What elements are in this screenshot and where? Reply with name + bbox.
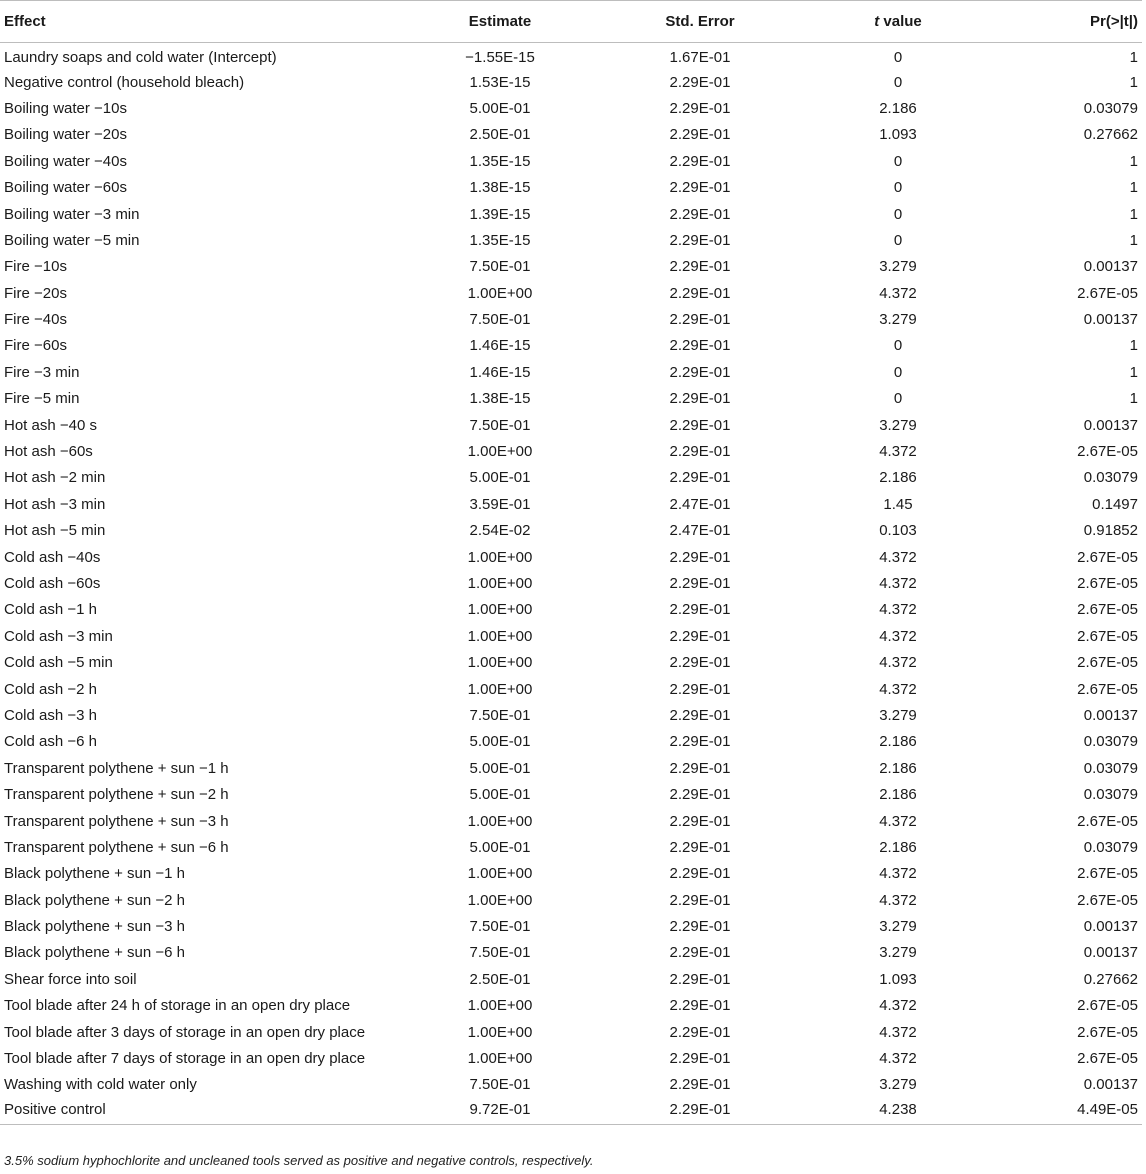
cell-effect: Boiling water −40s: [4, 152, 127, 170]
cell-std-error: 2.29E-01: [669, 284, 731, 302]
cell-effect: Boiling water −60s: [4, 179, 127, 197]
table-row: [0, 280, 1142, 306]
cell-estimate: 1.00E+00: [467, 601, 533, 619]
cell-effect: Transparent polythene + sun −3 h: [4, 812, 229, 830]
table-row: [0, 148, 1142, 174]
cell-t-value: 3.279: [879, 918, 917, 936]
header-estimate: Estimate: [400, 1, 600, 43]
cell-t-value: 4.372: [879, 1023, 917, 1041]
cell-pr: 0.27662: [1083, 126, 1138, 144]
cell-estimate: 1.46E-15: [469, 363, 531, 381]
cell-pr: 2.67E-05: [1077, 865, 1138, 883]
cell-std-error: 2.29E-01: [669, 944, 731, 962]
cell-effect: Hot ash −5 min: [4, 522, 106, 540]
table-row: [0, 781, 1142, 807]
cell-std-error: 2.29E-01: [669, 918, 731, 936]
cell-estimate: 2.50E-01: [469, 970, 531, 988]
cell-estimate: 1.00E+00: [467, 680, 533, 698]
cell-effect: Transparent polythene + sun −2 h: [4, 786, 229, 804]
table-row: [0, 597, 1142, 623]
cell-pr: 1: [1129, 231, 1138, 249]
cell-estimate: −1.55E-15: [465, 49, 535, 67]
cell-t-value: 0: [893, 390, 903, 408]
cell-std-error: 2.29E-01: [669, 1050, 731, 1068]
cell-pr: 0.91852: [1083, 522, 1138, 540]
cell-std-error: 2.29E-01: [600, 1098, 800, 1124]
cell-estimate: 7.50E-01: [469, 258, 531, 276]
cell-estimate: 2.50E-01: [469, 126, 531, 144]
table-row: [0, 333, 1142, 359]
cell-pr: 0.27662: [1083, 970, 1138, 988]
cell-pr: 1: [1129, 49, 1138, 67]
cell-effect: Shear force into soil: [4, 970, 137, 988]
cell-effect: Cold ash −2 h: [4, 680, 97, 698]
cell-pr: 2.67E-05: [1077, 891, 1138, 909]
cell-effect: Cold ash −5 min: [4, 654, 113, 672]
cell-t-value: 1.093: [879, 970, 917, 988]
header-effect: Effect: [0, 1, 400, 43]
cell-estimate: 7.50E-01: [469, 1076, 531, 1094]
cell-estimate: 7.50E-01: [469, 944, 531, 962]
cell-pr: 0.1497: [1092, 495, 1138, 513]
cell-effect: Black polythene + sun −3 h: [4, 918, 185, 936]
header-t-value: [800, 1, 996, 43]
cell-t-value: 4.372: [879, 997, 917, 1015]
cell-effect: Cold ash −3 h: [4, 706, 97, 724]
cell-effect: Hot ash −2 min: [4, 469, 106, 487]
cell-pr: 2.67E-05: [1077, 548, 1138, 566]
cell-effect: Tool blade after 7 days of storage in an open dry place: [4, 1050, 366, 1068]
cell-effect: Black polythene + sun −1 h: [4, 865, 185, 883]
header-t-value-text: value: [879, 13, 922, 30]
cell-estimate: 1.00E+00: [467, 865, 533, 883]
cell-estimate: 1.00E+00: [467, 654, 533, 672]
table-row: [0, 201, 1142, 227]
cell-estimate: 1.53E-15: [469, 73, 531, 91]
cell-effect: Boiling water −20s: [4, 126, 127, 144]
cell-std-error: 2.29E-01: [669, 548, 731, 566]
cell-std-error: 2.29E-01: [669, 575, 731, 592]
header-pr: Pr(>|t|): [996, 1, 1142, 43]
cell-std-error: 2.29E-01: [669, 469, 731, 487]
cell-std-error: 2.29E-01: [669, 680, 731, 698]
cell-std-error: 2.29E-01: [669, 126, 731, 144]
cell-std-error: 2.29E-01: [669, 759, 731, 777]
cell-t-value: 0: [893, 231, 903, 249]
cell-effect: Cold ash −60s: [4, 575, 101, 592]
cell-estimate: 1.00E+00: [467, 891, 533, 909]
header-row: [0, 1, 1142, 43]
cell-std-error: 2.29E-01: [669, 443, 731, 461]
cell-effect: Hot ash −3 min: [4, 495, 106, 513]
table-row: [0, 729, 1142, 755]
table-body: [0, 43, 1142, 1125]
table-row: [0, 1045, 1142, 1071]
cell-pr: 0.03079: [1083, 469, 1138, 487]
cell-t-value: 2.186: [879, 786, 917, 804]
cell-pr: 0.00137: [1083, 1076, 1138, 1094]
cell-pr: 0.00137: [1083, 311, 1138, 329]
cell-estimate: 1.00E+00: [467, 1023, 533, 1041]
cell-t-value: 4.238: [800, 1098, 996, 1124]
table-row: [0, 69, 1142, 95]
cell-effect: Boiling water −5 min: [4, 231, 140, 249]
cell-pr: 2.67E-05: [1077, 680, 1138, 698]
cell-effect: Fire −60s: [4, 337, 67, 355]
cell-t-value: 0: [893, 49, 903, 67]
cell-t-value: 3.279: [879, 944, 917, 962]
cell-std-error: 2.29E-01: [669, 337, 731, 355]
cell-pr: 2.67E-05: [1077, 601, 1138, 619]
cell-effect: Fire −5 min: [4, 390, 80, 408]
cell-estimate: 1.35E-15: [469, 231, 531, 249]
table-row: [0, 491, 1142, 517]
table-row: [0, 544, 1142, 570]
cell-t-value: 4.372: [879, 627, 917, 645]
table-row: [0, 702, 1142, 728]
cell-pr: 2.67E-05: [1077, 812, 1138, 830]
cell-pr: 1: [1129, 152, 1138, 170]
cell-std-error: 2.47E-01: [669, 495, 731, 513]
cell-estimate: 5.00E-01: [469, 759, 531, 777]
cell-estimate: 5.00E-01: [469, 99, 531, 117]
cell-pr: 0.03079: [1083, 759, 1138, 777]
cell-estimate: 1.00E+00: [467, 997, 533, 1015]
cell-std-error: 2.29E-01: [669, 231, 731, 249]
table-row: [0, 306, 1142, 332]
cell-effect: Transparent polythene + sun −6 h: [4, 838, 229, 856]
cell-effect: Tool blade after 24 h of storage in an open dry place: [4, 997, 351, 1015]
cell-effect: Laundry soaps and cold water (Intercept): [4, 49, 277, 67]
cell-std-error: 2.29E-01: [669, 1023, 731, 1041]
cell-effect: Boiling water −3 min: [4, 205, 140, 223]
cell-t-value: 4.372: [879, 575, 917, 592]
cell-t-value: 3.279: [879, 1076, 917, 1094]
cell-estimate: 1.00E+00: [467, 812, 533, 830]
cell-pr: 0.00137: [1083, 918, 1138, 936]
cell-t-value: 0: [893, 152, 903, 170]
cell-t-value: 2.186: [879, 99, 917, 117]
cell-std-error: 2.29E-01: [669, 865, 731, 883]
cell-estimate: 7.50E-01: [469, 311, 531, 329]
table-row: [0, 966, 1142, 992]
cell-effect: Black polythene + sun −2 h: [4, 891, 185, 909]
cell-std-error: 2.29E-01: [669, 812, 731, 830]
cell-estimate: 7.50E-01: [469, 416, 531, 434]
cell-std-error: 2.29E-01: [669, 390, 731, 408]
cell-pr: 2.67E-05: [1077, 1050, 1138, 1068]
table-row: [0, 465, 1142, 491]
table-row: [0, 570, 1142, 596]
cell-t-value: 4.372: [879, 548, 917, 566]
table-row: [0, 755, 1142, 781]
table-row: [0, 1072, 1142, 1098]
header-t-symbol: t: [874, 13, 880, 30]
cell-effect: Tool blade after 3 days of storage in an open dry place: [4, 1023, 366, 1041]
cell-std-error: 2.29E-01: [669, 627, 731, 645]
cell-estimate: 1.38E-15: [469, 179, 531, 197]
cell-t-value: 4.372: [879, 284, 917, 302]
header-std-error: Std. Error: [600, 1, 800, 43]
cell-estimate: 5.00E-01: [469, 786, 531, 804]
cell-estimate: 1.39E-15: [469, 205, 531, 223]
cell-std-error: 2.29E-01: [669, 416, 731, 434]
cell-effect: Negative control (household bleach): [4, 73, 245, 91]
cell-std-error: 2.29E-01: [669, 733, 731, 751]
cell-estimate: 3.59E-01: [469, 495, 531, 513]
table-row: [0, 649, 1142, 675]
cell-effect: Fire −20s: [4, 284, 67, 302]
table-row: [0, 359, 1142, 385]
cell-std-error: 2.29E-01: [669, 786, 731, 804]
cell-std-error: 2.29E-01: [669, 205, 731, 223]
cell-std-error: 2.29E-01: [669, 311, 731, 329]
table-row: [0, 1098, 1142, 1124]
cell-effect: Fire −40s: [4, 311, 67, 329]
cell-effect: Fire −10s: [4, 258, 67, 276]
cell-t-value: 3.279: [879, 706, 917, 724]
table-row: [0, 676, 1142, 702]
cell-std-error: 2.29E-01: [669, 997, 731, 1015]
cell-pr: 4.49E-05: [996, 1098, 1142, 1124]
table-row: [0, 386, 1142, 412]
cell-pr: 0.03079: [1083, 838, 1138, 856]
cell-std-error: 2.29E-01: [669, 706, 731, 724]
cell-effect: Hot ash −60s: [4, 443, 93, 461]
cell-estimate: 1.35E-15: [469, 152, 531, 170]
cell-pr: 0.00137: [1083, 416, 1138, 434]
cell-effect: Cold ash −6 h: [4, 733, 97, 751]
cell-t-value: 0.103: [879, 522, 917, 540]
table-row: [0, 122, 1142, 148]
cell-t-value: 1.45: [883, 495, 913, 513]
cell-effect: Cold ash −1 h: [4, 601, 97, 619]
table-row: [0, 438, 1142, 464]
table-row: [0, 861, 1142, 887]
cell-t-value: 0: [893, 337, 903, 355]
cell-estimate: 9.72E-01: [400, 1098, 600, 1124]
cell-std-error: 2.29E-01: [669, 152, 731, 170]
cell-pr: 1: [1129, 337, 1138, 355]
cell-estimate: 7.50E-01: [469, 706, 531, 724]
cell-pr: 2.67E-05: [1077, 627, 1138, 645]
cell-std-error: 2.29E-01: [669, 601, 731, 619]
cell-t-value: 2.186: [879, 469, 917, 487]
table-row: [0, 1019, 1142, 1045]
cell-pr: 2.67E-05: [1077, 997, 1138, 1015]
cell-t-value: 4.372: [879, 1050, 917, 1068]
table-row: [0, 43, 1142, 69]
table-row: [0, 518, 1142, 544]
cell-t-value: 4.372: [879, 654, 917, 672]
cell-estimate: 2.54E-02: [469, 522, 531, 540]
table-row: [0, 254, 1142, 280]
cell-estimate: 1.00E+00: [467, 284, 533, 302]
table-row: [0, 174, 1142, 200]
cell-pr: 1: [1129, 73, 1138, 91]
cell-effect: Fire −3 min: [4, 363, 80, 381]
cell-estimate: 1.38E-15: [469, 390, 531, 408]
table-row: [0, 993, 1142, 1019]
cell-t-value: 0: [893, 179, 903, 197]
cell-std-error: 2.29E-01: [669, 258, 731, 276]
table-row: [0, 940, 1142, 966]
cell-std-error: 2.47E-01: [669, 522, 731, 540]
cell-t-value: 0: [893, 363, 903, 381]
cell-pr: 0.00137: [1083, 944, 1138, 962]
cell-pr: 0.03079: [1083, 733, 1138, 751]
table-footnote: 3.5% sodium hyphochlorite and uncleaned tools served as positive and negative controls, respectively.: [4, 1153, 594, 1168]
cell-estimate: 1.46E-15: [469, 337, 531, 355]
cell-t-value: 2.186: [879, 759, 917, 777]
cell-pr: 2.67E-05: [1077, 443, 1138, 461]
cell-effect: Cold ash −3 min: [4, 627, 113, 645]
cell-t-value: 3.279: [879, 416, 917, 434]
cell-t-value: 1.093: [879, 126, 917, 144]
cell-t-value: 4.372: [879, 812, 917, 830]
cell-effect: Cold ash −40s: [4, 548, 101, 566]
cell-pr: 1: [1129, 363, 1138, 381]
cell-std-error: 2.29E-01: [669, 99, 731, 117]
table-row: [0, 913, 1142, 939]
cell-t-value: 2.186: [879, 733, 917, 751]
cell-std-error: 2.29E-01: [669, 1076, 731, 1094]
table-row: [0, 227, 1142, 253]
cell-pr: 2.67E-05: [1077, 575, 1138, 592]
cell-std-error: 2.29E-01: [669, 73, 731, 91]
cell-pr: 0.03079: [1083, 99, 1138, 117]
cell-estimate: 5.00E-01: [469, 733, 531, 751]
cell-estimate: 1.00E+00: [467, 1050, 533, 1068]
cell-t-value: 3.279: [879, 311, 917, 329]
table-row: [0, 834, 1142, 860]
cell-t-value: 0: [893, 205, 903, 223]
cell-t-value: 0: [893, 73, 903, 91]
cell-pr: 1: [1129, 390, 1138, 408]
cell-t-value: 4.372: [879, 680, 917, 698]
table-row: [0, 95, 1142, 121]
cell-std-error: 2.29E-01: [669, 654, 731, 672]
cell-std-error: 2.29E-01: [669, 179, 731, 197]
cell-pr: 0.03079: [1083, 786, 1138, 804]
cell-pr: 0.00137: [1083, 258, 1138, 276]
cell-t-value: 4.372: [879, 891, 917, 909]
cell-estimate: 5.00E-01: [469, 469, 531, 487]
cell-pr: 0.00137: [1083, 706, 1138, 724]
cell-effect: Hot ash −40 s: [4, 416, 97, 434]
cell-estimate: 1.00E+00: [467, 575, 533, 592]
table-row: [0, 623, 1142, 649]
cell-t-value: 2.186: [879, 838, 917, 856]
cell-effect: Black polythene + sun −6 h: [4, 944, 185, 962]
cell-pr: 1: [1129, 179, 1138, 197]
cell-estimate: 7.50E-01: [469, 918, 531, 936]
cell-std-error: 2.29E-01: [669, 838, 731, 856]
cell-effect: Washing with cold water only: [4, 1076, 197, 1094]
cell-std-error: 2.29E-01: [669, 363, 731, 381]
cell-estimate: 5.00E-01: [469, 838, 531, 856]
cell-t-value: 4.372: [879, 601, 917, 619]
cell-estimate: 1.00E+00: [467, 443, 533, 461]
table-row: [0, 412, 1142, 438]
cell-effect: Positive control: [0, 1098, 400, 1124]
cell-t-value: 3.279: [879, 258, 917, 276]
cell-t-value: 4.372: [879, 865, 917, 883]
cell-estimate: 1.00E+00: [467, 627, 533, 645]
cell-effect: Transparent polythene + sun −1 h: [4, 759, 229, 777]
cell-std-error: 2.29E-01: [669, 970, 731, 988]
cell-pr: 2.67E-05: [1077, 1023, 1138, 1041]
cell-pr: 1: [1129, 205, 1138, 223]
cell-pr: 2.67E-05: [1077, 284, 1138, 302]
cell-t-value: 4.372: [879, 443, 917, 461]
cell-std-error: 1.67E-01: [669, 49, 731, 67]
cell-pr: 2.67E-05: [1077, 654, 1138, 672]
table-row: [0, 808, 1142, 834]
cell-estimate: 1.00E+00: [467, 548, 533, 566]
cell-effect: Boiling water −10s: [4, 99, 127, 117]
table-header: [0, 1, 1142, 43]
cell-std-error: 2.29E-01: [669, 891, 731, 909]
table-row: [0, 887, 1142, 913]
